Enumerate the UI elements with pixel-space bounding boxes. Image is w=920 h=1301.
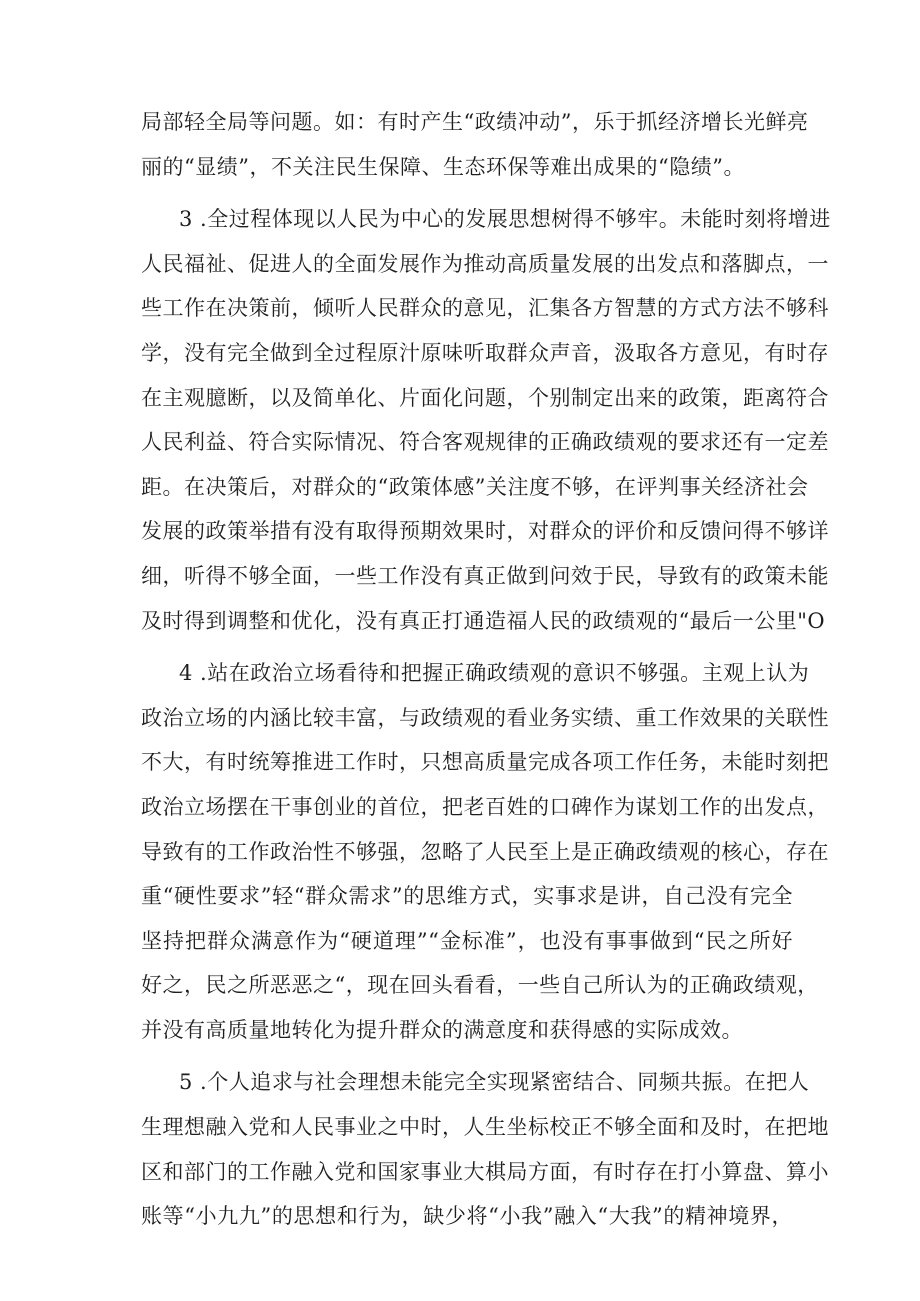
text-line: 距。在决策后，对群众的“政策体感”关注度不够，在评判事关经济社会 <box>141 474 809 499</box>
text-line: 账等“小九九”的思想和行为，缺少将“小我”融入“大我”的精神境界， <box>141 1204 793 1229</box>
text-line: 及时得到调整和优化，没有真正打通造福人民的政绩观的“最后一公里"O <box>141 608 826 633</box>
text-line: 发展的政策举措有没有取得预期效果时，对群众的评价和反馈问得不够详 <box>141 519 829 544</box>
text-line: 细，听得不够全面，一些工作没有真正做到问效于民，导致有的政策未能 <box>141 563 829 588</box>
text-line: 导致有的工作政治性不够强，忽略了人民至上是正确政绩观的核心，存在 <box>141 839 829 864</box>
paragraph-item-3 <box>141 197 831 643</box>
text-line: 局部轻全局等问题。如：有时产生“政绩冲动”，乐于抓经济增长光鲜亮 <box>141 110 809 134</box>
text-line: 好之，民之所恶恶之“，现在回头看看，一些自己所认为的正确政绩观， <box>141 973 819 998</box>
text-line: 区和部门的工作融入党和国家事业大棋局方面，有时存在打小算盘、算小 <box>141 1159 829 1184</box>
text-line: 重“硬性要求”轻“群众需求”的思维方式，实事求是讲，自己没有完全 <box>141 884 793 909</box>
text-line: 人民福祉、促进人的全面发展作为推动高质量发展的出发点和落脚点，一 <box>141 251 829 276</box>
text-line: 4 .站在政治立场看待和把握正确政绩观的意识不够强。主观上认为 <box>179 661 810 686</box>
paragraph-item-5 <box>141 1060 829 1238</box>
text-line: 政治立场的内涵比较丰富，与政绩观的看业务实绩、重工作效果的关联性 <box>141 705 829 730</box>
text-line: 政治立场摆在干事创业的首位，把老百姓的口碑作为谋划工作的出发点， <box>141 794 829 819</box>
text-line: 学，没有完全做到全过程原汁原味听取群众声音，汲取各方意见，有时存 <box>141 340 829 365</box>
paragraph-item-4 <box>141 651 829 1052</box>
text-line: 5 .个人追求与社会理想未能完全实现紧密结合、同频共振。在把人 <box>179 1070 810 1095</box>
text-line: 3 .全过程体现以人民为中心的发展思想树得不够牢。未能时刻将增进 <box>179 207 831 232</box>
text-line: 并没有高质量地转化为提升群众的满意度和获得感的实际成效。 <box>141 1017 743 1042</box>
text-line: 丽的“显绩”，不关注民生保障、生态环保等难出成果的“隐绩”。 <box>141 154 745 179</box>
text-line: 不大，有时统筹推进工作时，只想高质量完成各项工作任务，未能时刻把 <box>141 750 829 775</box>
text-line: 些工作在决策前，倾听人民群众的意见，汇集各方智慧的方式方法不够科 <box>141 296 829 321</box>
paragraph-continuation <box>141 100 809 189</box>
text-line: 在主观臆断，以及简单化、片面化问题，个别制定出来的政策，距离符合 <box>141 385 829 410</box>
document-body <box>141 100 831 1239</box>
text-line: 人民利益、符合实际情况、符合客观规律的正确政绩观的要求还有一定差 <box>141 430 829 455</box>
text-line: 坚持把群众满意作为“硬道理”“金标准”，也没有事事做到“民之所好 <box>141 928 793 953</box>
text-line: 生理想融入党和人民事业之中时，人生坐标校正不够全面和及时，在把地 <box>141 1115 829 1140</box>
